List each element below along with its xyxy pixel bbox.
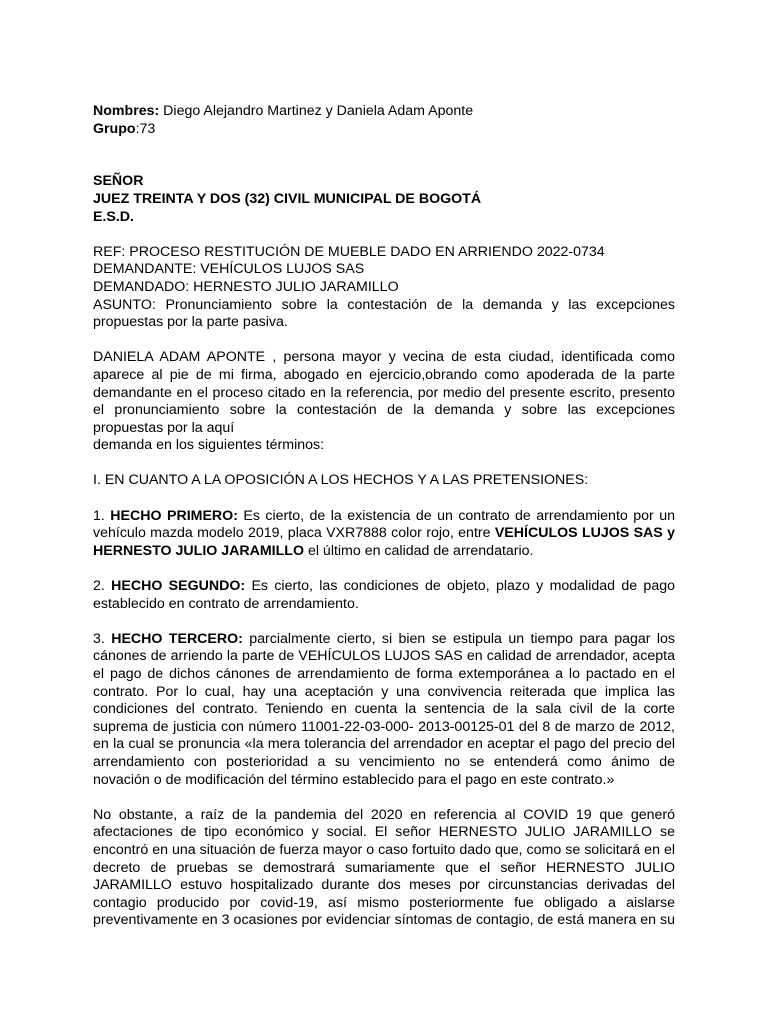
fact-3-number: 3. <box>93 630 112 647</box>
fact-3-text: parcialmente cierto, si bien se estipula un tiempo para pagar los cánones de arriendo la parte de VEHÍCULOS LUJOS SAS en calidad de arrendador, acepta el pago de dichos cánones de arrendamiento de forma extemporánea a lo pactado en el contrato. Por lo cual, hay una aceptación y una convivencia reiterada que implica las condiciones del contrato. Teniendo en cuenta la sentencia de la sala civil de la corte suprema de justicia con número 11001-22-03-000- 2013-00125-01 del 8 de marzo de 2012, en la cual se pronuncia «la mera tolerancia del arrendador en aceptar el pago del precio del arrendamiento con posterioridad a su vencimiento no se entenderá como ánimo de novación o de modificación del término establecido para el pago en este contrato.» <box>93 630 675 788</box>
group-value: :73 <box>135 120 156 137</box>
names-line <box>93 103 675 121</box>
names-value: Diego Alejandro Martinez y Daniela Adam Aponte <box>159 103 474 119</box>
fact-2-paragraph <box>93 578 675 613</box>
addressee-line-3: E.S.D. <box>93 208 134 225</box>
subject-paragraph: ASUNTO: Pronunciamiento sobre la contestación de la demanda y las excepciones propuestas por la parte pasiva. <box>93 296 675 331</box>
fact-3-label: HECHO TERCERO: <box>111 630 243 647</box>
fact-2-number: 2. <box>93 578 112 595</box>
fact-2-text: Es cierto, las condiciones de objeto, plazo y modalidad de pago establecido en contrato de arrendamiento. <box>93 578 675 612</box>
document-body <box>93 103 675 930</box>
addressee-line-2: JUEZ TREINTA Y DOS (32) CIVIL MUNICIPAL DE BOGOTÁ <box>93 190 482 207</box>
reference-line: REF: PROCESO RESTITUCIÓN DE MUEBLE DADO EN ARRIENDO 2022-0734 <box>93 243 605 260</box>
fact-3-paragraph <box>93 631 675 789</box>
group-line <box>93 121 675 139</box>
fact-2-label: HECHO SEGUNDO: <box>111 578 246 595</box>
plaintiff-line: DEMANDANTE: VEHÍCULOS LUJOS SAS <box>93 261 365 278</box>
intro-paragraph: DANIELA ADAM APONTE , persona mayor y vecina de esta ciudad, identificada como aparece al pie de mi firma, abogado en ejercicio,obrando como apoderada de la parte demandante en el proceso citado en la referencia, por medio del presente escrito, presento el pronunciamiento sobre la contestación de la demanda y sobre las excepciones propuestas por la aquí <box>93 349 675 436</box>
fact-1-parties: VEHÍCULOS LUJOS SAS y HERNESTO JULIO JARAMILLO <box>93 525 675 559</box>
fact-1-text-a: Es cierto, de la existencia de un contrato de arrendamiento por un vehículo mazda modelo 2019, placa VXR7888 color rojo, entre <box>93 507 675 542</box>
group-label: Grupo <box>93 120 136 137</box>
fact-1-number: 1. <box>93 507 111 524</box>
defendant-line: DEMANDADO: HERNESTO JULIO JARAMILLO <box>93 278 399 295</box>
fact-1-label: HECHO PRIMERO: <box>110 507 238 524</box>
section-title: I. EN CUANTO A LA OPOSICIÓN A LOS HECHOS Y A LAS PRETENSIONES: <box>93 472 589 489</box>
fact-1-text-b: el último en calidad de arrendatario. <box>304 542 534 559</box>
final-paragraph: No obstante, a raíz de la pandemia del 2020 en referencia al COVID 19 que generó afectaciones de tipo económico y social. El señor HERNESTO JULIO JARAMILLO se encontró en una situación de fuerza mayor o caso fortuito dado que, como se solicitará en el decreto de pruebas se demostrará sumariamente que el señor HERNESTO JULIO JARAMILLO estuvo hospitalizado durante dos meses por circunstancias derivadas del contagio producido por covid-19, así mismo posteriormente fue obligado a aislarse preventivamente en 3 ocasiones por evidenciar síntomas de contagio, de está manera en su <box>93 806 675 929</box>
fact-1-paragraph <box>93 508 675 561</box>
intro-continuation: demanda en los siguientes términos: <box>93 437 325 454</box>
addressee-line-1: SEÑOR <box>93 173 144 190</box>
names-label: Nombres: <box>93 103 160 119</box>
